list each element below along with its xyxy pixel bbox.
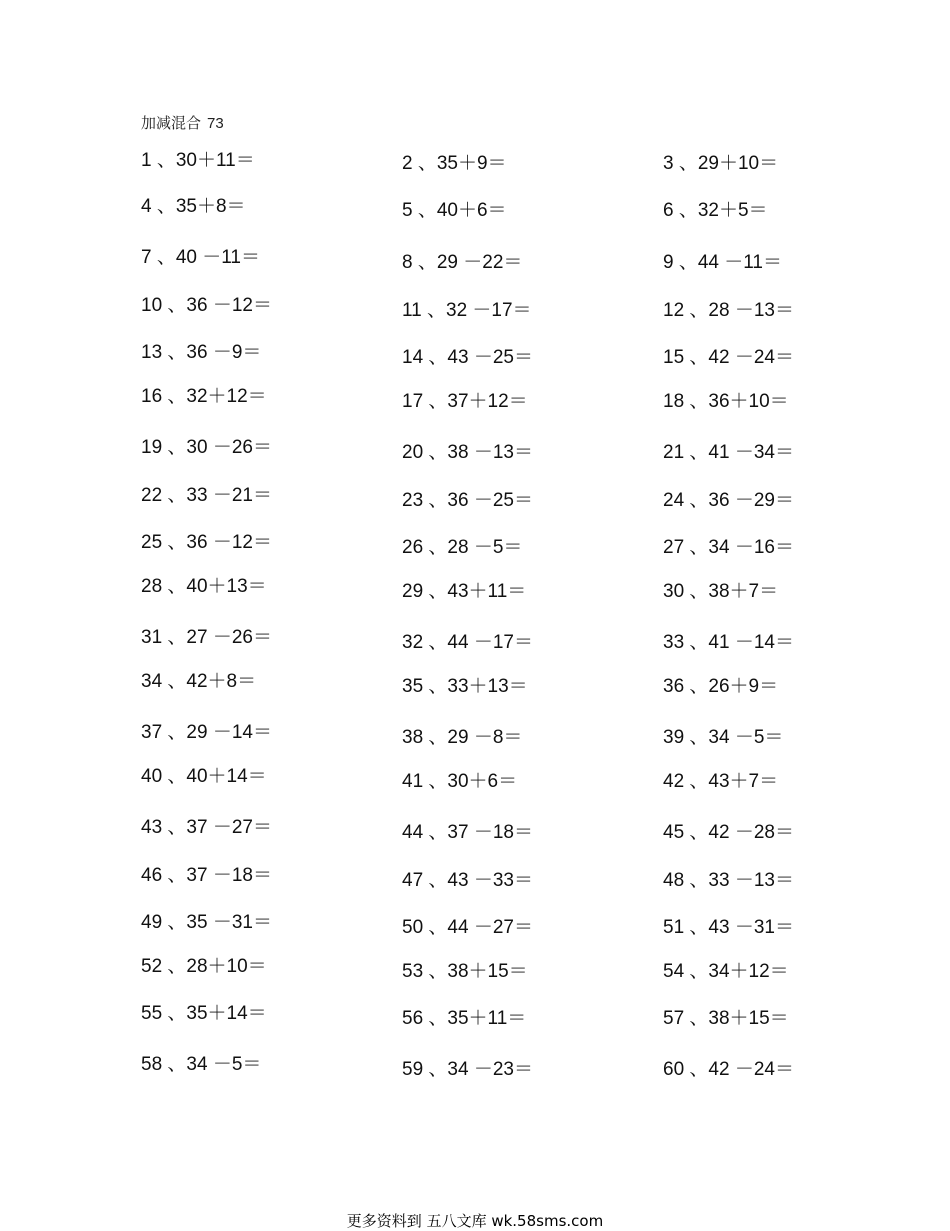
problem-item: 37 、29 －14＝: [141, 722, 272, 743]
problem-item: 50 、44 －27＝: [402, 917, 533, 938]
problem-item: 39 、34 －5＝: [663, 727, 784, 748]
problem-item: 20 、38 －13＝: [402, 442, 533, 463]
problem-item: 19 、30 －26＝: [141, 437, 272, 458]
problem-item: 23 、36 －25＝: [402, 490, 533, 511]
problem-item: 18 、36＋10＝: [663, 391, 789, 412]
problem-item: 57 、38＋15＝: [663, 1008, 789, 1029]
problem-item: 32 、44 －17＝: [402, 632, 533, 653]
problem-item: 47 、43 －33＝: [402, 870, 533, 891]
problem-item: 3 、29＋10＝: [663, 153, 779, 174]
problem-item: 7 、40 －11＝: [141, 247, 260, 268]
problem-item: 34 、42＋8＝: [141, 671, 257, 692]
problem-item: 28 、40＋13＝: [141, 576, 267, 597]
title-text: 加减混合: [141, 114, 202, 132]
problem-item: 11 、32 －17＝: [402, 300, 532, 321]
problem-item: 52 、28＋10＝: [141, 956, 267, 977]
problem-item: 6 、32＋5＝: [663, 200, 768, 221]
problem-item: 60 、42 －24＝: [663, 1059, 794, 1080]
problem-item: 17 、37＋12＝: [402, 391, 528, 412]
problem-item: 16 、32＋12＝: [141, 386, 267, 407]
problem-item: 40 、40＋14＝: [141, 766, 267, 787]
problem-item: 12 、28 －13＝: [663, 300, 794, 321]
problem-item: 35 、33＋13＝: [402, 676, 528, 697]
title-number: 73: [207, 115, 224, 132]
problem-item: 2 、35＋9＝: [402, 153, 507, 174]
problem-item: 15 、42 －24＝: [663, 347, 794, 368]
problem-item: 41 、30＋6＝: [402, 771, 518, 792]
problem-item: 1 、30＋11＝: [141, 150, 255, 171]
problem-item: 10 、36 －12＝: [141, 295, 272, 316]
problem-item: 59 、34 －23＝: [402, 1059, 533, 1080]
problem-item: 44 、37 －18＝: [402, 822, 533, 843]
problem-item: 55 、35＋14＝: [141, 1003, 267, 1024]
problem-item: 27 、34 －16＝: [663, 537, 794, 558]
problem-item: 33 、41 －14＝: [663, 632, 794, 653]
problem-item: 26 、28 －5＝: [402, 537, 523, 558]
problem-item: 36 、26＋9＝: [663, 676, 779, 697]
problem-item: 45 、42 －28＝: [663, 822, 794, 843]
footer-watermark: 更多资料到 五八文库 wk.58sms.com: [346, 1212, 604, 1230]
problem-item: 38 、29 －8＝: [402, 727, 523, 748]
problem-item: 53 、38＋15＝: [402, 961, 528, 982]
problem-item: 58 、34 －5＝: [141, 1054, 262, 1075]
problem-item: 13 、36 －9＝: [141, 342, 262, 363]
problem-item: 49 、35 －31＝: [141, 912, 272, 933]
problem-item: 4 、35＋8＝: [141, 196, 246, 217]
problem-item: 51 、43 －31＝: [663, 917, 794, 938]
problem-item: 24 、36 －29＝: [663, 490, 794, 511]
problem-item: 9 、44 －11＝: [663, 252, 782, 273]
problem-item: 30 、38＋7＝: [663, 581, 779, 602]
problem-item: 22 、33 －21＝: [141, 485, 272, 506]
problem-item: 56 、35＋11＝: [402, 1008, 527, 1029]
problem-item: 29 、43＋11＝: [402, 581, 527, 602]
page-title: [141, 112, 224, 133]
problem-item: 42 、43＋7＝: [663, 771, 779, 792]
problem-item: 8 、29 －22＝: [402, 252, 523, 273]
problem-item: 21 、41 －34＝: [663, 442, 794, 463]
problem-item: 43 、37 －27＝: [141, 817, 272, 838]
problem-item: 5 、40＋6＝: [402, 200, 507, 221]
problem-item: 31 、27 －26＝: [141, 627, 272, 648]
problem-item: 46 、37 －18＝: [141, 865, 272, 886]
problem-item: 48 、33 －13＝: [663, 870, 794, 891]
problem-item: 54 、34＋12＝: [663, 961, 789, 982]
problem-item: 25 、36 －12＝: [141, 532, 272, 553]
problem-item: 14 、43 －25＝: [402, 347, 533, 368]
